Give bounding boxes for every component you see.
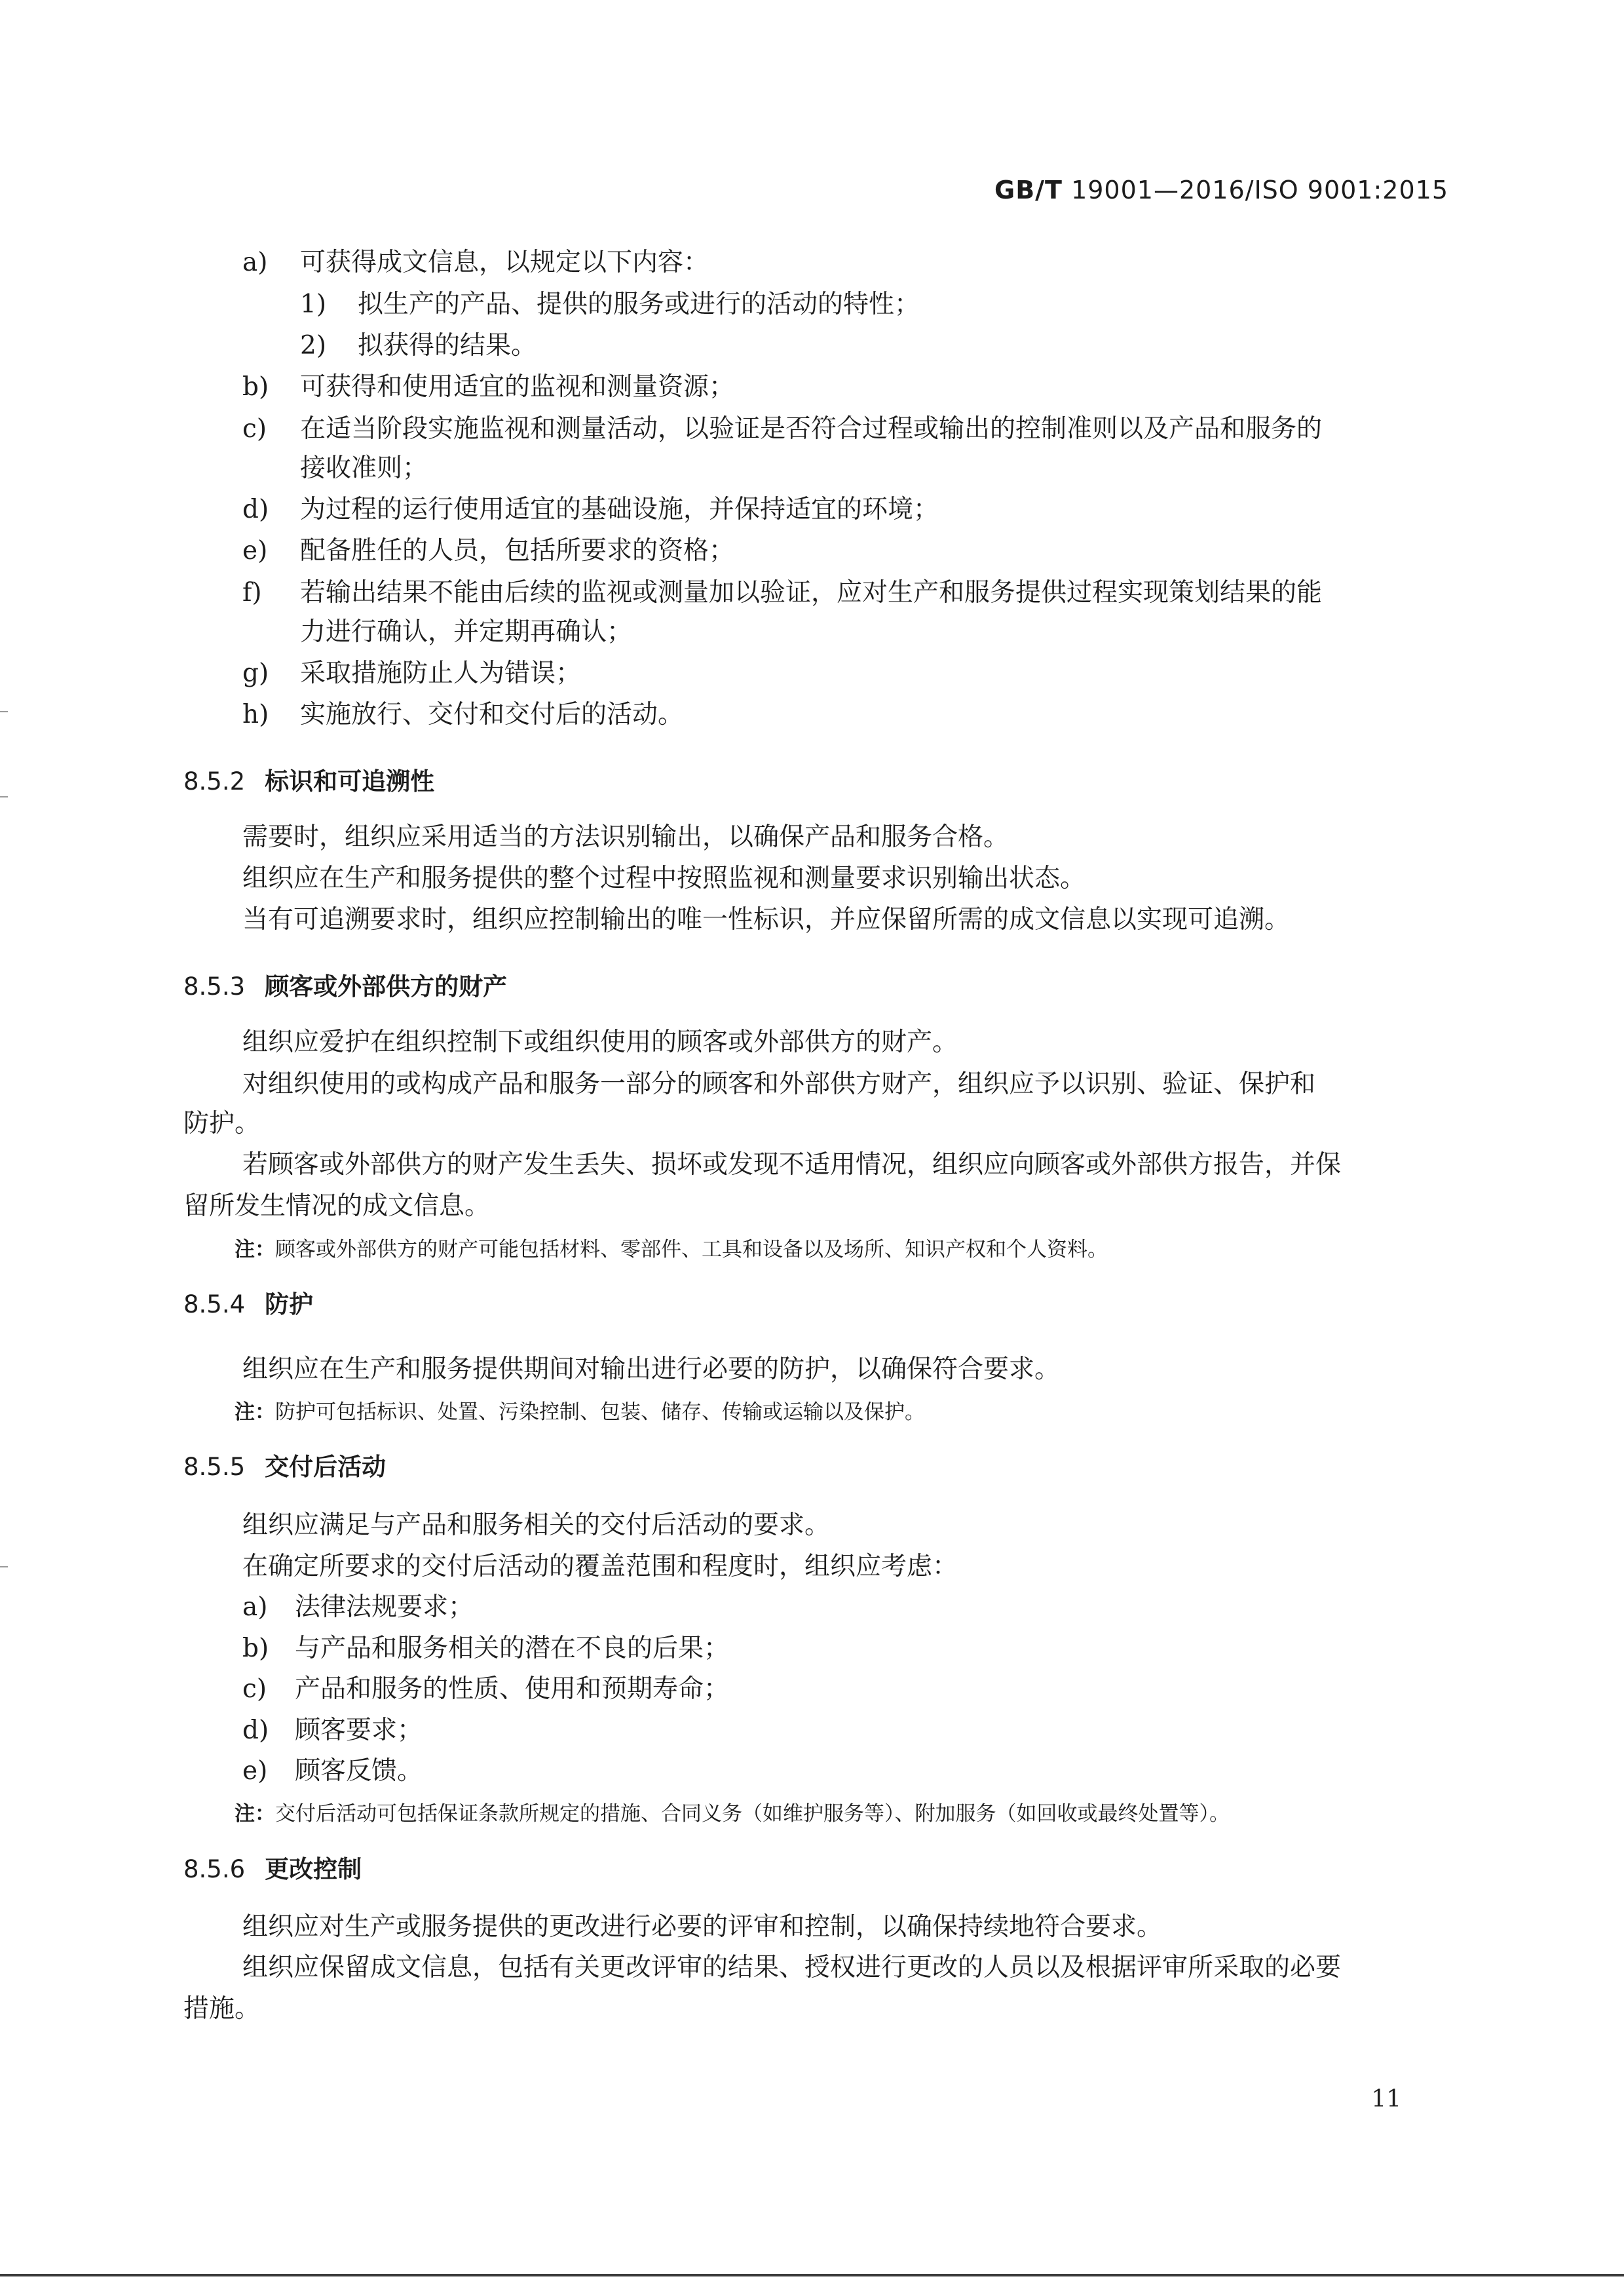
list-item: a) 可获得成文信息，以规定以下内容：: [242, 248, 709, 277]
sub-list-item: 2) 拟获得的结果。: [300, 331, 537, 360]
section-heading-8-5-4: 8.5.4 防护: [183, 1290, 314, 1318]
sub-list-item: 1) 拟生产的产品、提供的服务或进行的活动的特性；: [300, 290, 920, 319]
standard-header: [994, 176, 1448, 204]
list-item-continuation: 力进行确认，并定期再确认；: [300, 617, 633, 647]
scan-edge-mark: [0, 711, 8, 712]
paragraph-line: 组织应保留成文信息，包括有关更改评审的结果、授权进行更改的人员以及根据评审所采取的必要: [242, 1953, 1342, 1982]
paragraph-line: 若顾客或外部供方的财产发生丢失、损坏或发现不适用情况，组织应向顾客或外部供方报告，并保: [242, 1150, 1342, 1180]
paragraph-line: 当有可追溯要求时，组织应控制输出的唯一性标识，并应保留所需的成文信息以实现可追溯。: [242, 905, 1291, 934]
paragraph-line: 防护。: [183, 1109, 261, 1138]
list-item: f) 若输出结果不能由后续的监视或测量加以验证，应对生产和服务提供过程实现策划结果的能: [242, 578, 1323, 607]
page-number: 11: [1371, 2086, 1401, 2113]
page-bottom-rule: [0, 2274, 1624, 2276]
list-item: c) 产品和服务的性质、使用和预期寿命；: [242, 1674, 730, 1704]
note: 注：交付后活动可包括保证条款所规定的措施、合同义务（如维护服务等）、附加服务（如回收或最终处置等）。: [235, 1802, 1230, 1826]
paragraph-line: 措施。: [183, 1994, 261, 2024]
scan-edge-mark: [0, 796, 8, 797]
note: 注：防护可包括标识、处置、污染控制、包装、储存、传输或运输以及保护。: [235, 1400, 925, 1424]
section-heading-8-5-6: 8.5.6 更改控制: [183, 1855, 362, 1883]
list-item: b) 与产品和服务相关的潜在不良的后果；: [242, 1634, 730, 1663]
section-heading-8-5-2: 8.5.2 标识和可追溯性: [183, 767, 435, 796]
list-item: d) 顾客要求；: [242, 1716, 423, 1745]
list-item: d) 为过程的运行使用适宜的基础设施，并保持适宜的环境；: [242, 495, 939, 524]
list-item: c) 在适当阶段实施监视和测量活动，以验证是否符合过程或输出的控制准则以及产品和服务的: [242, 414, 1323, 444]
note: 注：顾客或外部供方的财产可能包括材料、零部件、工具和设备以及场所、知识产权和个人资料。: [235, 1238, 1108, 1261]
list-item: g) 采取措施防止人为错误；: [242, 659, 582, 688]
paragraph-line: 在确定所要求的交付后活动的覆盖范围和程度时，组织应考虑：: [242, 1552, 958, 1581]
paragraph-line: 组织应爱护在组织控制下或组织使用的顾客或外部供方的财产。: [242, 1027, 958, 1057]
list-item: a) 法律法规要求；: [242, 1592, 474, 1622]
list-item: h) 实施放行、交付和交付后的活动。: [242, 700, 684, 729]
list-item: b) 可获得和使用适宜的监视和测量资源；: [242, 372, 735, 402]
paragraph-line: 需要时，组织应采用适当的方法识别输出，以确保产品和服务合格。: [242, 822, 1010, 852]
paragraph-line: 组织应在生产和服务提供的整个过程中按照监视和测量要求识别输出状态。: [242, 864, 1086, 893]
paragraph-line: 组织应在生产和服务提供期间对输出进行必要的防护，以确保符合要求。: [242, 1354, 1061, 1384]
list-item-continuation: 接收准则；: [300, 453, 428, 483]
paragraph-line: 组织应对生产或服务提供的更改进行必要的评审和控制，以确保持续地符合要求。: [242, 1912, 1163, 1942]
paragraph-line: 对组织使用的或构成产品和服务一部分的顾客和外部供方财产，组织应予以识别、验证、保护和: [242, 1069, 1316, 1099]
section-heading-8-5-3: 8.5.3 顾客或外部供方的财产: [183, 972, 508, 1001]
standard-code: GB/T: [994, 176, 1063, 204]
section-heading-8-5-5: 8.5.5 交付后活动: [183, 1453, 387, 1481]
standard-number: 19001—2016/ISO 9001:2015: [1071, 176, 1448, 204]
list-item: e) 顾客反馈。: [242, 1756, 423, 1786]
list-item: e) 配备胜任的人员，包括所要求的资格；: [242, 536, 735, 566]
paragraph-line: 组织应满足与产品和服务相关的交付后活动的要求。: [242, 1510, 831, 1540]
scan-edge-mark: [0, 1566, 8, 1567]
paragraph-line: 留所发生情况的成文信息。: [183, 1191, 491, 1221]
